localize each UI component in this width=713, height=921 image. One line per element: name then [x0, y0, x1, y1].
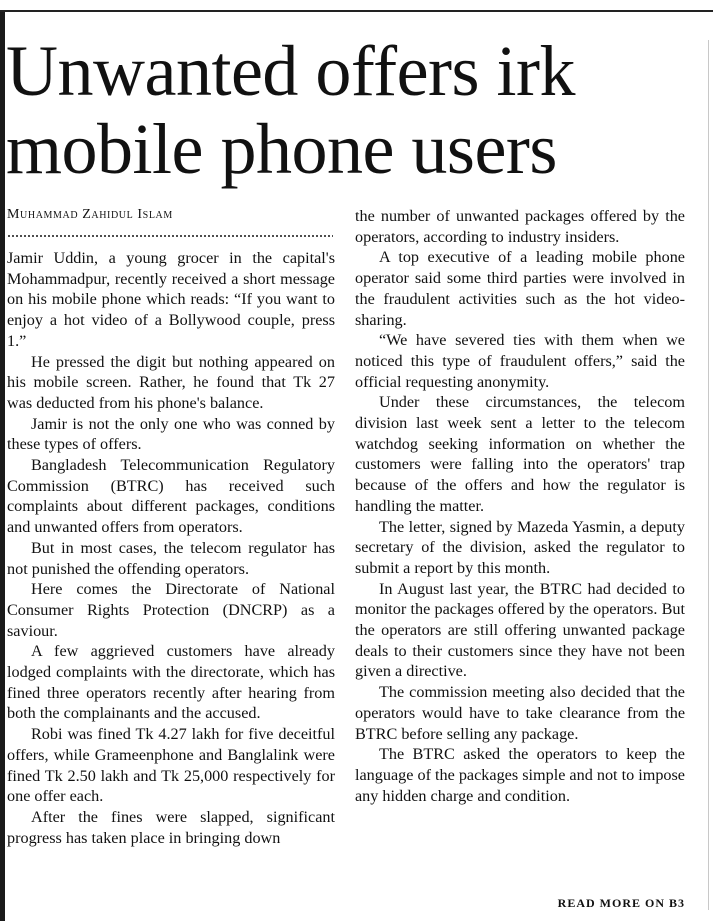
paragraph: Here comes the Directorate of National Consumer Rights Protection (DNCRP) as a saviour.: [7, 580, 335, 640]
paragraph: A top executive of a leading mobile phone operator said some third parties were involved in the fraudulent activities such as the hot video-sharing.: [355, 248, 685, 329]
paragraph: “We have severed ties with them when we noticed this type of fraudulent offers,” said the official requesting anonymity.: [355, 331, 685, 391]
page-edge-bar: [0, 12, 5, 921]
paragraph: The letter, signed by Mazeda Yasmin, a deputy secretary of the division, asked the regulator to submit a report by this month.: [355, 517, 685, 577]
paragraph: The BTRC asked the operators to keep the language of the packages simple and not to impose any hidden charge and condition.: [355, 745, 685, 805]
article-column-left: [7, 248, 335, 848]
byline: Muhammad Zahidul Islam: [7, 207, 173, 222]
paragraph: Jamir Uddin, a young grocer in the capital's Mohammadpur, recently received a short message on his mobile phone which reads: “If you want to enjoy a hot video of a Bollywood couple, press 1.”: [7, 249, 335, 350]
headline: Unwanted offers irk mobile phone users: [6, 31, 575, 189]
paragraph: the number of unwanted packages offered by the operators, according to industry insiders.: [355, 207, 685, 246]
paragraph: The commission meeting also decided that the operators would have to take clearance from the BTRC before selling any package.: [355, 683, 685, 743]
paragraph: He pressed the digit but nothing appeared on his mobile screen. Rather, he found that Tk 27 was deducted from his phone's balance.: [7, 352, 335, 412]
paragraph: Bangladesh Telecommunication Regulatory Commission (BTRC) has received such complaints about different packages, conditions and unwanted offers from operators.: [7, 456, 335, 537]
paragraph: A few aggrieved customers have already lodged complaints with the directorate, which has fined three operators recently after hearing from both the complainants and the accused.: [7, 642, 335, 723]
byline-dotted-rule: [7, 234, 333, 238]
article-column-right: [355, 206, 685, 806]
paragraph: In August last year, the BTRC had decided to monitor the packages offered by the operators. But the operators are still offering unwanted package deals to their customers since they have not been given a directive.: [355, 579, 685, 681]
top-rule: [0, 10, 713, 12]
paragraph: Under these circumstances, the telecom division last week sent a letter to the telecom watchdog seeking information on whether the customers were falling into the operators' trap because of the offers and how the regulator is handling the matter.: [355, 393, 685, 515]
column-divider: [708, 40, 709, 910]
read-more-link[interactable]: READ MORE ON B3: [557, 896, 685, 910]
paragraph: But in most cases, the telecom regulator has not punished the offending operators.: [7, 538, 335, 578]
paragraph: After the fines were slapped, significant progress has taken place in bringing down: [7, 807, 335, 847]
paragraph: Jamir is not the only one who was conned by these types of offers.: [7, 414, 335, 454]
paragraph: Robi was fined Tk 4.27 lakh for five deceitful offers, while Grameenphone and Banglalink were fined Tk 2.50 lakh and Tk 25,000 respectively for one offer each.: [7, 725, 335, 806]
